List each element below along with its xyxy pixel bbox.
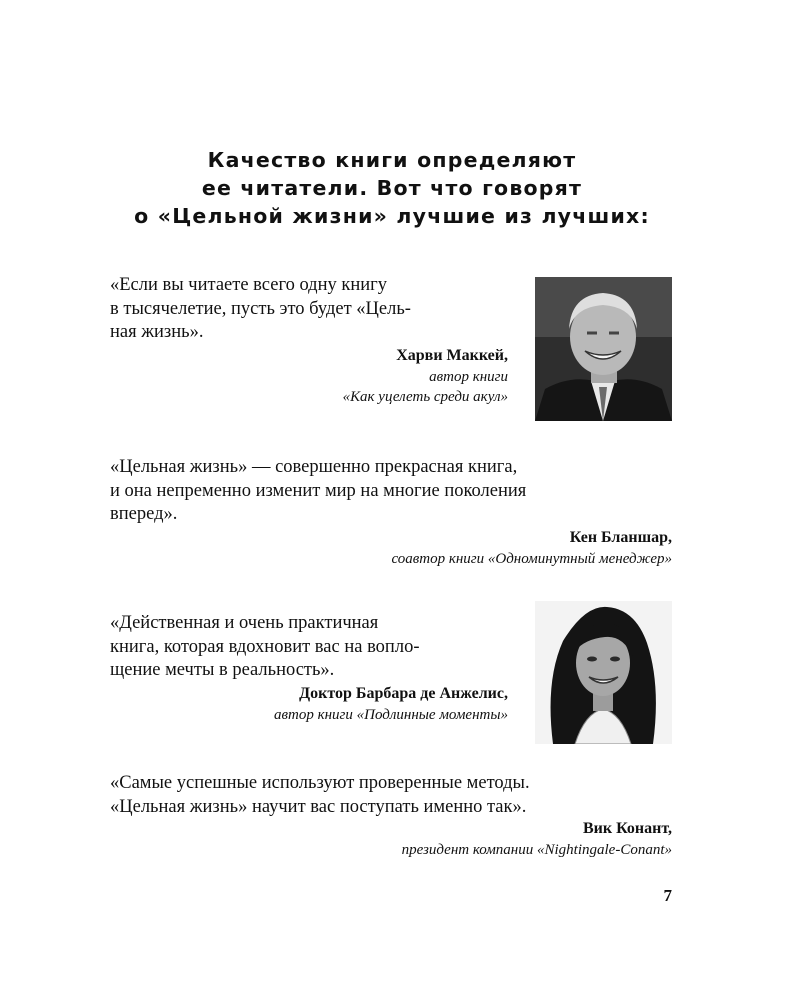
author-role: соавтор книги «Одноминутный менеджер» xyxy=(391,551,672,567)
author-role: автор книги xyxy=(429,369,508,385)
author-photo-barbara-de-angelis xyxy=(535,601,672,744)
testimonial-attribution-1: Харви Маккей, автор книги «Как уцелеть среди акул» xyxy=(342,347,508,405)
quote-line: щение мечты в реальность». xyxy=(110,660,335,680)
testimonial-attribution-3: Доктор Барбара де Анжелис, автор книги «Подлинные моменты» xyxy=(273,685,508,723)
quote-line: «Цельная жизнь» научит вас поступать именно так». xyxy=(110,796,527,817)
author-name: Кен Бланшар xyxy=(569,529,668,546)
quote-line: в тысячелетие, пусть это будет «Цель- xyxy=(110,298,411,319)
heading-line: Качество книги определяют xyxy=(207,148,577,172)
testimonial-quote-1 xyxy=(110,274,508,345)
quote-line: книга, которая вдохновит вас на вопло- xyxy=(110,636,420,657)
heading-line: ее читатели. Вот что говорят xyxy=(201,176,583,200)
page-number: 7 xyxy=(663,886,672,905)
portrait-man-illustration xyxy=(535,277,672,421)
testimonial-attribution-4: Вик Конант, президент компании «Nightingale-Conant» xyxy=(401,820,672,858)
author-photo-harvey-mackay xyxy=(535,277,672,421)
author-name: Харви Маккей xyxy=(396,347,504,364)
quote-line: «Самые успешные используют проверенные методы. xyxy=(110,773,530,793)
author-role: «Как уцелеть среди акул» xyxy=(342,389,508,405)
author-name: Вик Конант xyxy=(582,820,668,837)
quote-line: вперед». xyxy=(110,504,178,524)
testimonial-quote-2 xyxy=(110,456,672,527)
quote-line: «Действенная и очень практичная xyxy=(110,613,379,633)
testimonial-attribution-2: Кен Бланшар, соавтор книги «Одноминутный менеджер» xyxy=(391,529,672,567)
page-heading xyxy=(80,146,704,230)
author-role: автор книги «Подлинные моменты» xyxy=(273,707,508,723)
testimonial-quote-4 xyxy=(110,772,672,819)
quote-line: и она непременно изменит мир на многие поколения xyxy=(110,480,527,501)
quote-line: ная жизнь». xyxy=(110,322,204,342)
quote-line: «Цельная жизнь» — совершенно прекрасная книга, xyxy=(110,457,518,477)
portrait-woman-illustration xyxy=(535,601,672,744)
author-role: президент компании «Nightingale-Conant» xyxy=(401,842,672,858)
testimonial-quote-3 xyxy=(110,612,508,683)
author-name: Доктор Барбара де Анжелис xyxy=(299,685,504,702)
quote-line: «Если вы читаете всего одну книгу xyxy=(110,275,387,295)
heading-line: о «Цельной жизни» лучшие из лучших: xyxy=(134,204,650,228)
